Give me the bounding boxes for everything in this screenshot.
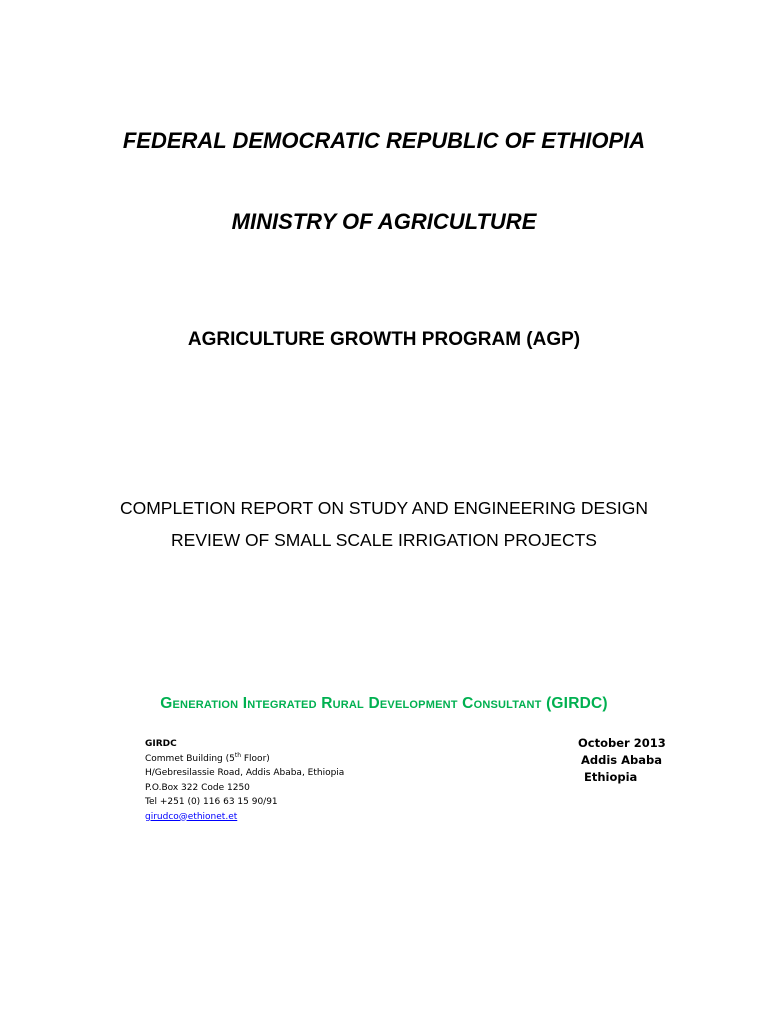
report-title-line-1: COMPLETION REPORT ON STUDY AND ENGINEERING DESIGN xyxy=(119,498,648,518)
report-title-line-2: REVIEW OF SMALL SCALE IRRIGATION PROJECTS xyxy=(171,530,597,550)
program-title: AGRICULTURE GROWTH PROGRAM (AGP) xyxy=(187,329,581,350)
consultant-name xyxy=(0,695,768,713)
consultant-name-text: Generation Integrated Rural Development Consultant (GIRDC) xyxy=(160,695,608,712)
address-building-prefix: Commet Building (5 xyxy=(145,753,235,764)
report-date: October 2013 xyxy=(578,736,666,750)
report-country: Ethiopia xyxy=(584,770,638,784)
consultant-address-block xyxy=(145,737,344,824)
address-tel: Tel +251 (0) 116 63 15 90/91 xyxy=(145,797,278,807)
address-email-link[interactable]: girudco@ethionet.et xyxy=(145,811,238,822)
country-title: FEDERAL DEMOCRATIC REPUBLIC OF ETHIOPIA xyxy=(122,128,646,153)
ministry-title: MINISTRY OF AGRICULTURE xyxy=(231,209,537,234)
address-building-sup: th xyxy=(234,751,242,759)
address-road: H/Gebresilassie Road, Addis Ababa, Ethiopia xyxy=(145,768,345,778)
address-building-suffix: Floor) xyxy=(241,753,270,764)
report-city: Addis Ababa xyxy=(581,753,663,767)
address-building xyxy=(145,752,344,767)
address-po-box: P.O.Box 322 Code 1250 xyxy=(145,782,250,793)
address-org: GIRDC xyxy=(145,739,177,749)
